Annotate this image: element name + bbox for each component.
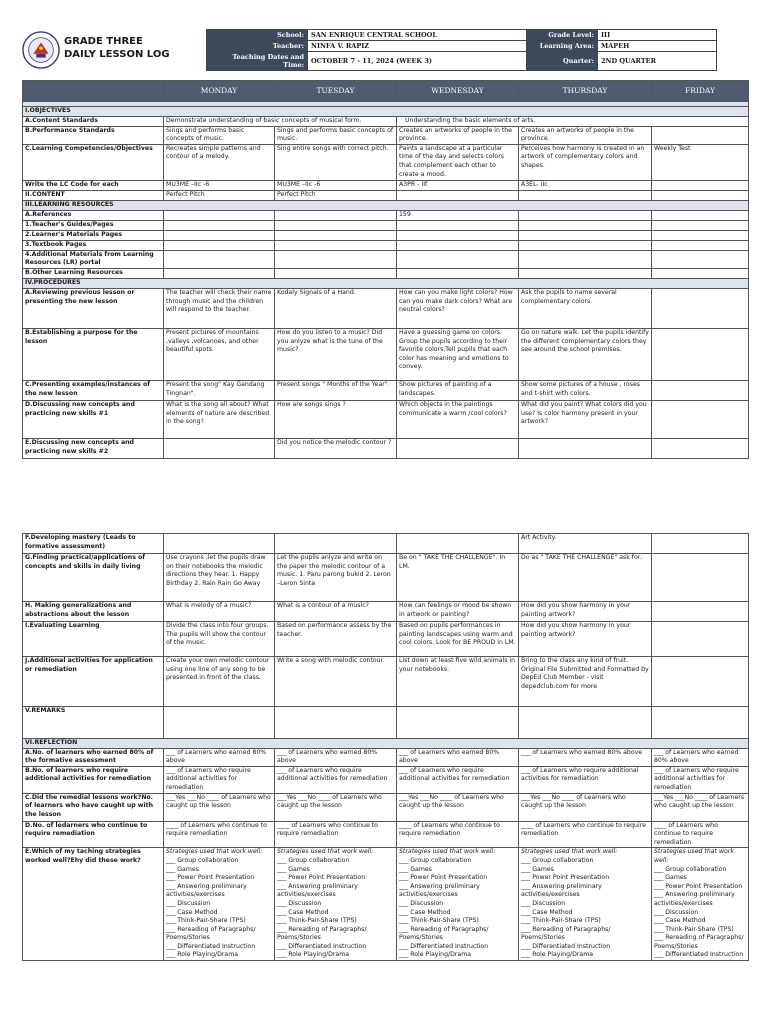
day-cell: ___Yes ___No ____ of Learners who caught up the lesson: [652, 793, 749, 821]
day-cell: ___Yes ___No ____ of Learners who caught up the lesson: [275, 793, 397, 821]
day-cell: [397, 438, 519, 458]
strategy-item: ___ Differentiated Instruction: [277, 942, 367, 950]
day-header: FRIDAY: [652, 81, 749, 102]
teacher-value: NINFA V. RAPIZ: [308, 41, 527, 52]
row-label: B.Other Learning Resources: [23, 268, 164, 278]
strategy-item: ___ Answering preliminary activities/exercises: [166, 882, 247, 899]
info-table: [206, 29, 717, 71]
table-row: [23, 288, 749, 328]
day-cell: [519, 438, 652, 458]
day-cell: [652, 438, 749, 458]
strategy-item: ___ Rereading of Paragraphs/ Poems/Stories: [399, 925, 489, 942]
day-cell: [519, 240, 652, 250]
day-cell: [652, 707, 749, 739]
teacher-label: Teacher:: [207, 41, 308, 52]
row-label: A.No. of learners who earned 80% of the formative assessment: [23, 748, 164, 766]
section-heading: VI.REFLECTION: [23, 739, 749, 749]
strategy-item: ___ Think-Pair-Share (TPS): [521, 917, 601, 925]
strategy-item: ___ Games: [166, 865, 199, 873]
day-cell: [652, 380, 749, 400]
day-cell: Sings and performs basic concepts of music.: [275, 126, 397, 144]
strategy-item: ___ Think-Pair-Share (TPS): [399, 917, 479, 925]
day-cell: ___ of Learners who earned 80% above: [397, 748, 519, 766]
row-label: 3.Textbook Pages: [23, 240, 164, 250]
row-label: 2.Learner's Materials Pages: [23, 230, 164, 240]
strategies-cell: [397, 848, 519, 961]
row-label: J.Additional activities for application or remediation: [23, 657, 164, 707]
day-cell: [652, 250, 749, 268]
day-cell: A3EL- IIc: [519, 180, 652, 190]
day-cell: Perfect Pitch: [275, 190, 397, 200]
row-label: 4.Additional Materials from Learning Resources (LR) portal: [23, 250, 164, 268]
row-label: D.No. of ledarners who continue to require remediation: [23, 821, 164, 848]
teaching-dates-value: OCTOBER 7 - 11, 2024 (WEEK 3): [308, 52, 527, 71]
day-cell: 159: [397, 210, 519, 220]
school-value: SAN ENRIQUE CENTRAL SCHOOL: [308, 30, 527, 41]
day-cell: Paints a landscape at a particular time of the day and selects colors that complement each other to create a mood.: [397, 144, 519, 180]
strategy-item: ___ Games: [521, 865, 554, 873]
grade-level-label: Grade Level:: [527, 30, 598, 41]
day-cell: [275, 210, 397, 220]
day-cell: Kodaly Signals of a Hand.: [275, 288, 397, 328]
strategy-item: ___ Rereading of Paragraphs/ Poems/Stories: [521, 925, 611, 942]
strategy-item: ___ Group collaboration: [277, 856, 350, 864]
day-cell: ___Yes ___No ____ of Learners who caught up the lesson: [164, 793, 275, 821]
table-row: [23, 268, 749, 278]
strategies-cell: [652, 848, 749, 961]
strategies-cell: [275, 848, 397, 961]
day-cell: [652, 400, 749, 438]
row-label: Write the LC Code for each: [23, 180, 164, 190]
section-heading: IV.PROCEDURES: [23, 278, 749, 288]
strategies-heading: Strategies used that work well:: [166, 848, 263, 856]
strategy-item: ___ Differentiated Instruction: [399, 942, 489, 950]
day-cell: Based on pupils performances in painting landscapes using warm and cool colors. Look for BE PROUD in LM.: [397, 622, 519, 657]
day-cell: Perfect Pitch: [164, 190, 275, 200]
day-cell: How can feelings or mood be shown in artwork or painting?: [397, 602, 519, 622]
day-cell: [397, 240, 519, 250]
day-cell: [652, 230, 749, 240]
day-cell: [519, 230, 652, 240]
day-cell: [164, 210, 275, 220]
day-cell: ___ of Learners who require additional activities for remediation: [164, 766, 275, 793]
day-cell: ___ of Learners who earned 80% above: [519, 748, 652, 766]
table-row: [23, 210, 749, 220]
strategy-item: ___ Answering preliminary activities/exercises: [654, 891, 735, 907]
day-cell: [652, 602, 749, 622]
strategy-item: ___ Case Method: [277, 908, 329, 916]
day-cell: Understanding the basic elements of arts.: [397, 116, 749, 126]
day-cell: Which objects in the paintings communicate a warm /cool colors?: [397, 400, 519, 438]
row-label: V.REMARKS: [23, 707, 164, 739]
day-cell: ___Yes ___No ____ of Learners who caught up the lesson: [519, 793, 652, 821]
table-row: [23, 240, 749, 250]
day-cell: [652, 190, 749, 200]
day-cell: [652, 210, 749, 220]
day-cell: What did you paint? What colors did you use? Is color harmony present in your artwork?: [519, 400, 652, 438]
day-header: WEDNESDAY: [397, 81, 519, 102]
day-cell: Use crayons ,let the pupils draw on their notebooks the melodic directions they hear. 1. Happy Birthday 2. Rain Rain Go Away: [164, 554, 275, 602]
day-cell: Present songs " Months of the Year".: [275, 380, 397, 400]
row-label: C.Did the remedial lessons work?No. of learners who have caught up with the lesson: [23, 793, 164, 821]
table-row: [23, 657, 749, 707]
strategy-item: ___ Power Point Presentation: [277, 874, 366, 882]
day-cell: [275, 534, 397, 554]
day-cell: ___Yes ___No ____ of Learners who caught up the lesson: [397, 793, 519, 821]
day-cell: ___ of Learners who require additional activities for remediation: [275, 766, 397, 793]
document-title: [64, 35, 170, 61]
day-cell: A3PR - IIf: [397, 180, 519, 190]
row-label: D.Discussing new concepts and practicing new skills #1: [23, 400, 164, 438]
strategy-item: ___ Discussion: [521, 899, 566, 907]
strategy-item: ___ Games: [399, 865, 432, 873]
table-row: [23, 116, 749, 126]
day-cell: [652, 126, 749, 144]
teaching-dates-label: Teaching Dates and Time:: [207, 52, 308, 71]
table-row: [23, 707, 749, 739]
strategy-item: ___ Differentiated Instruction: [654, 951, 744, 959]
day-header: MONDAY: [164, 81, 275, 102]
learning-area-value: MAPEH: [598, 41, 717, 52]
row-label: A.Content Standards: [23, 116, 164, 126]
day-cell: [164, 438, 275, 458]
day-cell: [652, 657, 749, 707]
row-label: 1.Teacher's Guides/Pages: [23, 220, 164, 230]
strategy-item: ___ Discussion: [277, 899, 322, 907]
day-cell: Perceives how harmony is created in an artwork of complementary colors and shapes.: [519, 144, 652, 180]
day-cell: What is the song all about? What elements of nature are described in the song?: [164, 400, 275, 438]
strategy-item: ___ Discussion: [166, 899, 211, 907]
row-label: H. Making generalizations and abstractions about the lesson: [23, 602, 164, 622]
day-cell: [397, 268, 519, 278]
day-header-row: [23, 81, 749, 102]
day-cell: Ask the pupils to name several complementary colors.: [519, 288, 652, 328]
title-line-2: DAILY LESSON LOG: [64, 49, 170, 60]
day-cell: Present the song" Kay Gandang Tingnan".: [164, 380, 275, 400]
day-cell: What is melody of a music?: [164, 602, 275, 622]
day-cell: How did you show harmony in your painting artwork?: [519, 622, 652, 657]
day-cell: ___ of Learners who require additional activities for remediation: [519, 766, 652, 793]
day-cell: [652, 622, 749, 657]
day-cell: [164, 240, 275, 250]
day-cell: Create your own melodic contour using one line of any song to be presented in front of the class.: [164, 657, 275, 707]
row-label: E.Which of my taching strategies worked well?Ehy did these work?: [23, 848, 164, 961]
day-cell: Creates an artworks of people in the province.: [397, 126, 519, 144]
deped-seal-logo: [22, 31, 60, 69]
grade-level-value: III: [598, 30, 717, 41]
day-cell: [397, 220, 519, 230]
day-cell: Sings and performs basic concepts of music.: [164, 126, 275, 144]
day-cell: [275, 268, 397, 278]
strategy-item: ___ Answering preliminary activities/exercises: [521, 882, 602, 899]
day-cell: [164, 230, 275, 240]
row-label: A.Reviewing previous lesson or presenting the new lesson: [23, 288, 164, 328]
strategy-item: ___ Case Method: [521, 908, 573, 916]
learning-area-label: Learning Area:: [527, 41, 598, 52]
strategy-item: ___ Rereading of Paragraphs/ Poems/Stories: [166, 925, 256, 942]
strategy-item: ___ Answering preliminary activities/exercises: [277, 882, 358, 899]
day-cell: [519, 268, 652, 278]
day-cell: ____ of Learners who continue to require remediation: [397, 821, 519, 848]
strategy-item: ___ Power Point Presentation: [654, 882, 743, 890]
day-cell: [275, 250, 397, 268]
day-cell: Divide the class into four groups. The pupils will show the contour of the music.: [164, 622, 275, 657]
row-label: C.Presenting examples/instances of the new lesson: [23, 380, 164, 400]
day-cell: Be on " TAKE THE CHALLENGE". In LM.: [397, 554, 519, 602]
table-row: [23, 144, 749, 180]
day-cell: Show some pictures of a house , roses and t-shirt with colors.: [519, 380, 652, 400]
corner-cell: [23, 81, 164, 102]
strategy-item: ___ Rereading of Paragraphs/ Poems/Stories: [654, 934, 744, 950]
strategies-heading: Strategies used that work well:: [654, 848, 734, 864]
row-label: B.Establishing a purpose for the lesson: [23, 328, 164, 380]
day-cell: MU3ME –IIc -6: [275, 180, 397, 190]
strategy-item: ___ Case Method: [399, 908, 451, 916]
section-row: [23, 107, 749, 117]
strategy-item: ___ Role Playing/Drama: [166, 951, 239, 959]
lesson-log-table-page-1: [22, 80, 749, 459]
day-cell: [164, 534, 275, 554]
day-cell: How can you make light colors? How can you make dark colors? What are neutral colors?: [397, 288, 519, 328]
day-cell: Weekly Test: [652, 144, 749, 180]
table-row: [23, 180, 749, 190]
row-label: G.Finding practical/applications of concepts and skills in daily living: [23, 554, 164, 602]
strategy-item: ___ Case Method: [166, 908, 218, 916]
day-header: THURSDAY: [519, 81, 652, 102]
strategy-item: ___ Discussion: [399, 899, 444, 907]
row-label: B.Performance Standards: [23, 126, 164, 144]
table-row: [23, 438, 749, 458]
day-cell: Go on nature walk. Let the pupils identify the different complementary colors they see around the school premises.: [519, 328, 652, 380]
day-cell: Recreates simple patterns and contour of a melody.: [164, 144, 275, 180]
table-row: [23, 126, 749, 144]
day-cell: Present pictures of mountains ,valleys ,volcanoes, and other beautiful spots.: [164, 328, 275, 380]
strategies-heading: Strategies used that work well:: [399, 848, 496, 856]
row-label: II.CONTENT: [23, 190, 164, 200]
section-row: [23, 739, 749, 749]
strategy-item: ___ Group collaboration: [521, 856, 594, 864]
table-row: [23, 748, 749, 766]
table-row: [23, 230, 749, 240]
strategies-cell: [164, 848, 275, 961]
day-cell: What is a contour of a music?: [275, 602, 397, 622]
day-cell: [275, 220, 397, 230]
day-header: TUESDAY: [275, 81, 397, 102]
day-cell: [652, 554, 749, 602]
table-row: [23, 380, 749, 400]
lesson-log-table-page-2: [22, 533, 749, 961]
day-cell: [652, 534, 749, 554]
day-cell: How did you show harmony in your painting artwork?: [519, 602, 652, 622]
table-row: [23, 190, 749, 200]
day-cell: ___ of Learners who earned 80% above: [275, 748, 397, 766]
row-label: C.Learning Competencies/Objectives: [23, 144, 164, 180]
day-cell: Did you notice the melodic contour ?: [275, 438, 397, 458]
day-cell: Write a song with melodic contour.: [275, 657, 397, 707]
day-cell: Bring to the class any kind of fruit. Original File Submitted and Formatted by DepEd Club Member - visit depedclub.com for more: [519, 657, 652, 707]
strategy-item: ___ Group collaboration: [399, 856, 472, 864]
table-row: [23, 766, 749, 793]
day-cell: [652, 328, 749, 380]
strategies-heading: Strategies used that work well:: [521, 848, 618, 856]
strategy-item: ___ Group collaboration: [654, 865, 727, 873]
day-cell: Based on performance assess by the teacher.: [275, 622, 397, 657]
day-cell: Do as " TAKE THE CHALLENGE" ask for.: [519, 554, 652, 602]
day-cell: Have a guessing game on colors. Group the pupils according to their favorite colors.Tell pupils that each color has meaning and emotions to convey.: [397, 328, 519, 380]
day-cell: [519, 190, 652, 200]
table-row: [23, 821, 749, 848]
row-label: I.Evaluating Learning: [23, 622, 164, 657]
day-cell: [652, 220, 749, 230]
quarter-label: Quarter:: [527, 52, 598, 71]
strategy-item: ___ Rereading of Paragraphs/ Poems/Stories: [277, 925, 367, 942]
strategy-item: ___ Role Playing/Drama: [277, 951, 350, 959]
quarter-value: 2ND QUARTER: [598, 52, 717, 71]
school-label: School:: [207, 30, 308, 41]
day-cell: List down at least five wild animals in your notebooks.: [397, 657, 519, 707]
table-row: [23, 848, 749, 961]
day-cell: [397, 707, 519, 739]
day-cell: [652, 268, 749, 278]
day-cell: ___ of Learners who require additional activities for remediation: [397, 766, 519, 793]
table-row: [23, 534, 749, 554]
day-cell: How do you listen to a music? Did you anlyze what is the tune of the music?: [275, 328, 397, 380]
strategy-item: ___ Group collaboration: [166, 856, 239, 864]
section-row: [23, 278, 749, 288]
day-cell: MU3ME –IIc -6: [164, 180, 275, 190]
strategy-item: ___ Think-Pair-Share (TPS): [654, 925, 734, 933]
table-row: [23, 328, 749, 380]
row-label: B.No. of learners who require additional activities for remediation: [23, 766, 164, 793]
day-cell: Let the pupils anlyze and write on the paper the melodic contour of a music. 1. Paru parong bukid 2. Leron –Leron Sinta: [275, 554, 397, 602]
strategy-item: ___ Power Point Presentation: [166, 874, 255, 882]
table-row: [23, 400, 749, 438]
strategies-cell: [519, 848, 652, 961]
strategy-item: ___ Think-Pair-Share (TPS): [166, 917, 246, 925]
day-cell: Art Activity.: [519, 534, 652, 554]
table-row: [23, 622, 749, 657]
day-cell: ___ of Learners who earned 80% above: [164, 748, 275, 766]
table-row: [23, 602, 749, 622]
day-cell: Demonstrate understanding of basic concepts of musical form.: [164, 116, 397, 126]
day-cell: [275, 230, 397, 240]
table-row: [23, 554, 749, 602]
day-cell: [652, 288, 749, 328]
day-cell: Creates an artworks of people in the province.: [519, 126, 652, 144]
day-cell: The teacher will check their name through music and the children will respond to the teacher.: [164, 288, 275, 328]
table-row: [23, 220, 749, 230]
day-cell: [275, 707, 397, 739]
day-cell: [164, 250, 275, 268]
table-row: [23, 250, 749, 268]
strategy-item: ___ Power Point Presentation: [399, 874, 488, 882]
day-cell: ___ of Learners who earned 80% above: [652, 748, 749, 766]
strategy-item: ___ Case Method: [654, 917, 706, 925]
day-cell: [164, 707, 275, 739]
day-cell: [652, 180, 749, 190]
section-heading: III.LEARNING RESOURCES: [23, 200, 749, 210]
day-cell: ____ of Learners who continue to require remediation: [164, 821, 275, 848]
day-cell: ___ of Learners who require additional activities for remediation: [652, 766, 749, 793]
section-heading: I.OBJECTIVES: [23, 107, 749, 117]
day-cell: [519, 250, 652, 268]
day-cell: How are songs sings ?: [275, 400, 397, 438]
day-cell: [275, 240, 397, 250]
day-cell: [164, 220, 275, 230]
row-label: A.References: [23, 210, 164, 220]
day-cell: [652, 240, 749, 250]
day-cell: Show pictures of painting of a landscapes.: [397, 380, 519, 400]
strategy-item: ___ Differentiated Instruction: [521, 942, 611, 950]
strategy-item: ___ Answering preliminary activities/exercises: [399, 882, 480, 899]
row-label: E.Discussing new concepts and practicing new skills #2: [23, 438, 164, 458]
day-cell: [519, 220, 652, 230]
strategy-item: ___ Think-Pair-Share (TPS): [277, 917, 357, 925]
section-row: [23, 200, 749, 210]
day-cell: [397, 250, 519, 268]
strategy-item: ___ Role Playing/Drama: [399, 951, 472, 959]
day-cell: Sing entire songs with correct pitch.: [275, 144, 397, 180]
day-cell: ____ of Learners who continue to require remediation: [519, 821, 652, 848]
strategy-item: ___ Differentiated Instruction: [166, 942, 256, 950]
strategies-heading: Strategies used that work well:: [277, 848, 374, 856]
day-cell: [519, 707, 652, 739]
table-row: [23, 793, 749, 821]
strategy-item: ___ Power Point Presentation: [521, 874, 610, 882]
strategy-item: ___ Discussion: [654, 908, 699, 916]
strategy-item: ___ Games: [277, 865, 310, 873]
title-line-1: GRADE THREE: [64, 36, 143, 47]
day-cell: [397, 534, 519, 554]
day-cell: ____ of Learners who continue to require remediation: [275, 821, 397, 848]
day-cell: [397, 190, 519, 200]
header: [22, 29, 748, 73]
day-cell: [519, 210, 652, 220]
day-cell: [397, 230, 519, 240]
strategy-item: ___ Role Playing/Drama: [521, 951, 594, 959]
day-cell: ____ of Learners who continue to require remediation: [652, 821, 749, 848]
strategy-item: ___ Games: [654, 874, 687, 882]
day-cell: [164, 268, 275, 278]
row-label: F.Developing mastery (Leads to formative assessment): [23, 534, 164, 554]
